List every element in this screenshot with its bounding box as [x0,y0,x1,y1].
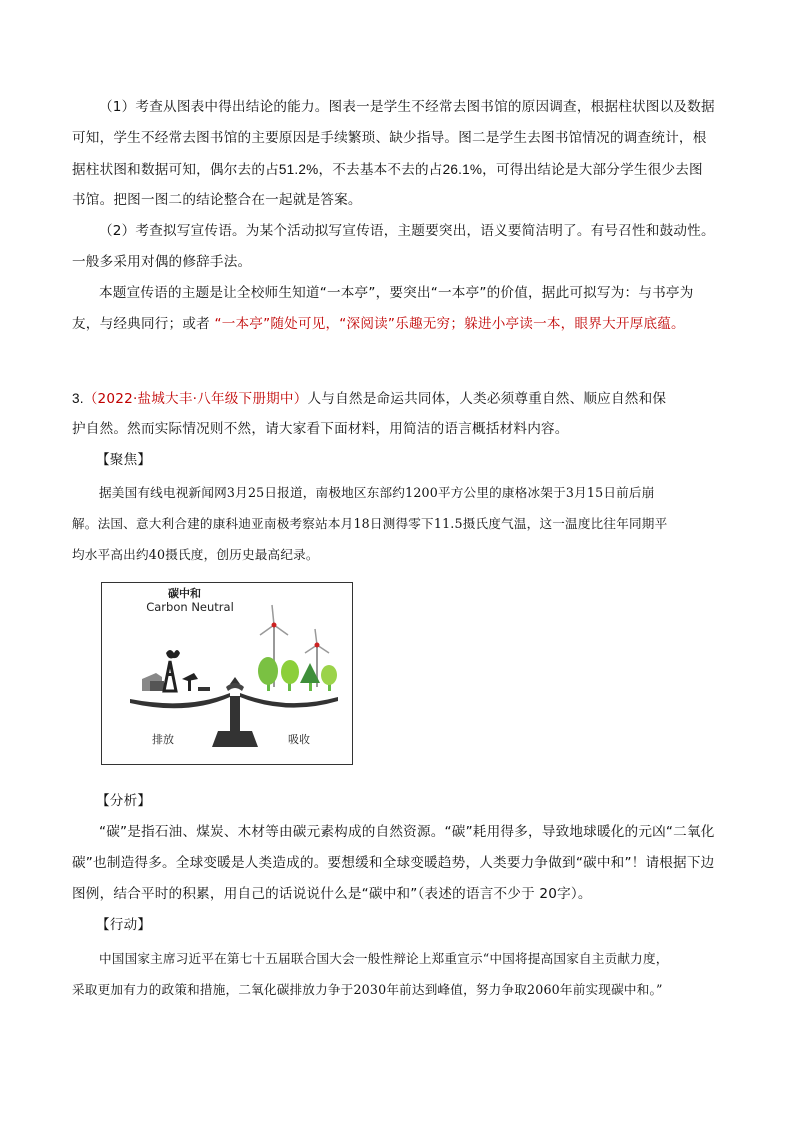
para1-line1: （1）考查从图表中得出结论的能力。图表一是学生不经常去图书馆的原因调查，根据柱状图以及数据 [99,99,715,115]
para3-line2: 友，与经典同行；或者 “一本亭”随处可见，“深阅读”乐趣无穷；躲进小亭读一本，眼界大开厚底蕴。 [72,316,685,332]
analysis-heading: 【分析】 [96,793,152,809]
action-heading: 【行动】 [96,917,152,933]
para1-line3: 据柱状图和数据可知，偶尔去的占51.2%，不去基本不去的占26.1%，可得出结论是大部分学生很少去图 [72,162,703,178]
para1-line2: 可知，学生不经常去图书馆的主要原因是手续繁琐、缺少指导。图二是学生去图书馆情况的调查统计，根 [72,130,707,146]
action-line1: 中国国家主席习近平在第七十五届联合国大会一般性辩论上郑重宣示“中国将提高国家自主贡献力度， [99,951,669,966]
focus-line1: 据美国有线电视新闻网3月25日报道，南极地区东部约1200平方公里的康格冰架于3月15日前后崩 [99,485,655,500]
action-line2: 采取更加有力的政策和措施，二氧化碳排放力争于2030年前达到峰值，努力争取2060年前实现碳中和。” [72,982,663,997]
carbon-neutral-figure [101,582,353,765]
para1-line4: 书馆。把图一图二的结论整合在一起就是答案。 [72,192,362,208]
analysis-line2: 碳”也制造得多。全球变暖是人类造成的。要想缓和全球变暖趋势，人类要力争做到“碳中和”！请根据下边 [72,855,715,871]
para2-line2: 一般多采用对偶的修辞手法。 [72,254,252,270]
analysis-line3: 图例，结合平时的积累，用自己的话说说什么是“碳中和”（表述的语言不少于 20字）。 [72,886,592,902]
question3-line2: 护自然。然而实际情况则不然，请大家看下面材料，用简洁的语言概括材料内容。 [72,421,569,437]
percent-value: 26.1% [442,162,483,177]
figure-title-cn: 碳中和 [168,587,201,600]
figure-right-label: 吸收 [288,733,310,746]
focus-heading: 【聚焦】 [96,452,152,468]
question-source: （2022·盐城大丰·八年级下册期中） [83,391,308,407]
carbon-neutral-illustration [102,583,351,763]
figure-left-label: 排放 [152,733,174,746]
figure-title-en: Carbon Neutral [146,600,234,614]
focus-line3: 均水平高出约40摄氏度，创历史最高纪录。 [72,547,319,562]
analysis-line1: “碳”是指石油、煤炭、木材等由碳元素构成的自然资源。“碳”耗用得多，导致地球暖化的元凶“二氧化 [99,824,715,840]
para2-line1: （2）考查拟写宣传语。为某个活动拟写宣传语，主题要突出，语义要简洁明了。有号召性和鼓动性。 [99,223,715,239]
focus-line2: 解。法国、意大利合建的康科迪亚南极考察站本月18日测得零下11.5摄氏度气温，这一温度比往年同期平 [72,516,668,531]
tree-icon [258,657,337,691]
para3-line1: 本题宣传语的主题是让全校师生知道“一本亭”，要突出“一本亭”的价值，据此可拟写为：与书亭为 [99,285,694,301]
percent-value: 51.2% [278,162,319,177]
question3-line1: 3.（2022·盐城大丰·八年级下册期中）人与自然是命运共同体，人类必须尊重自然、顺应自然和保 [72,391,667,407]
example-slogan: “一本亭”随处可见，“深阅读”乐趣无穷；躲进小亭读一本，眼界大开厚底蕴。 [209,316,685,332]
factory-emission-icon [142,650,210,691]
